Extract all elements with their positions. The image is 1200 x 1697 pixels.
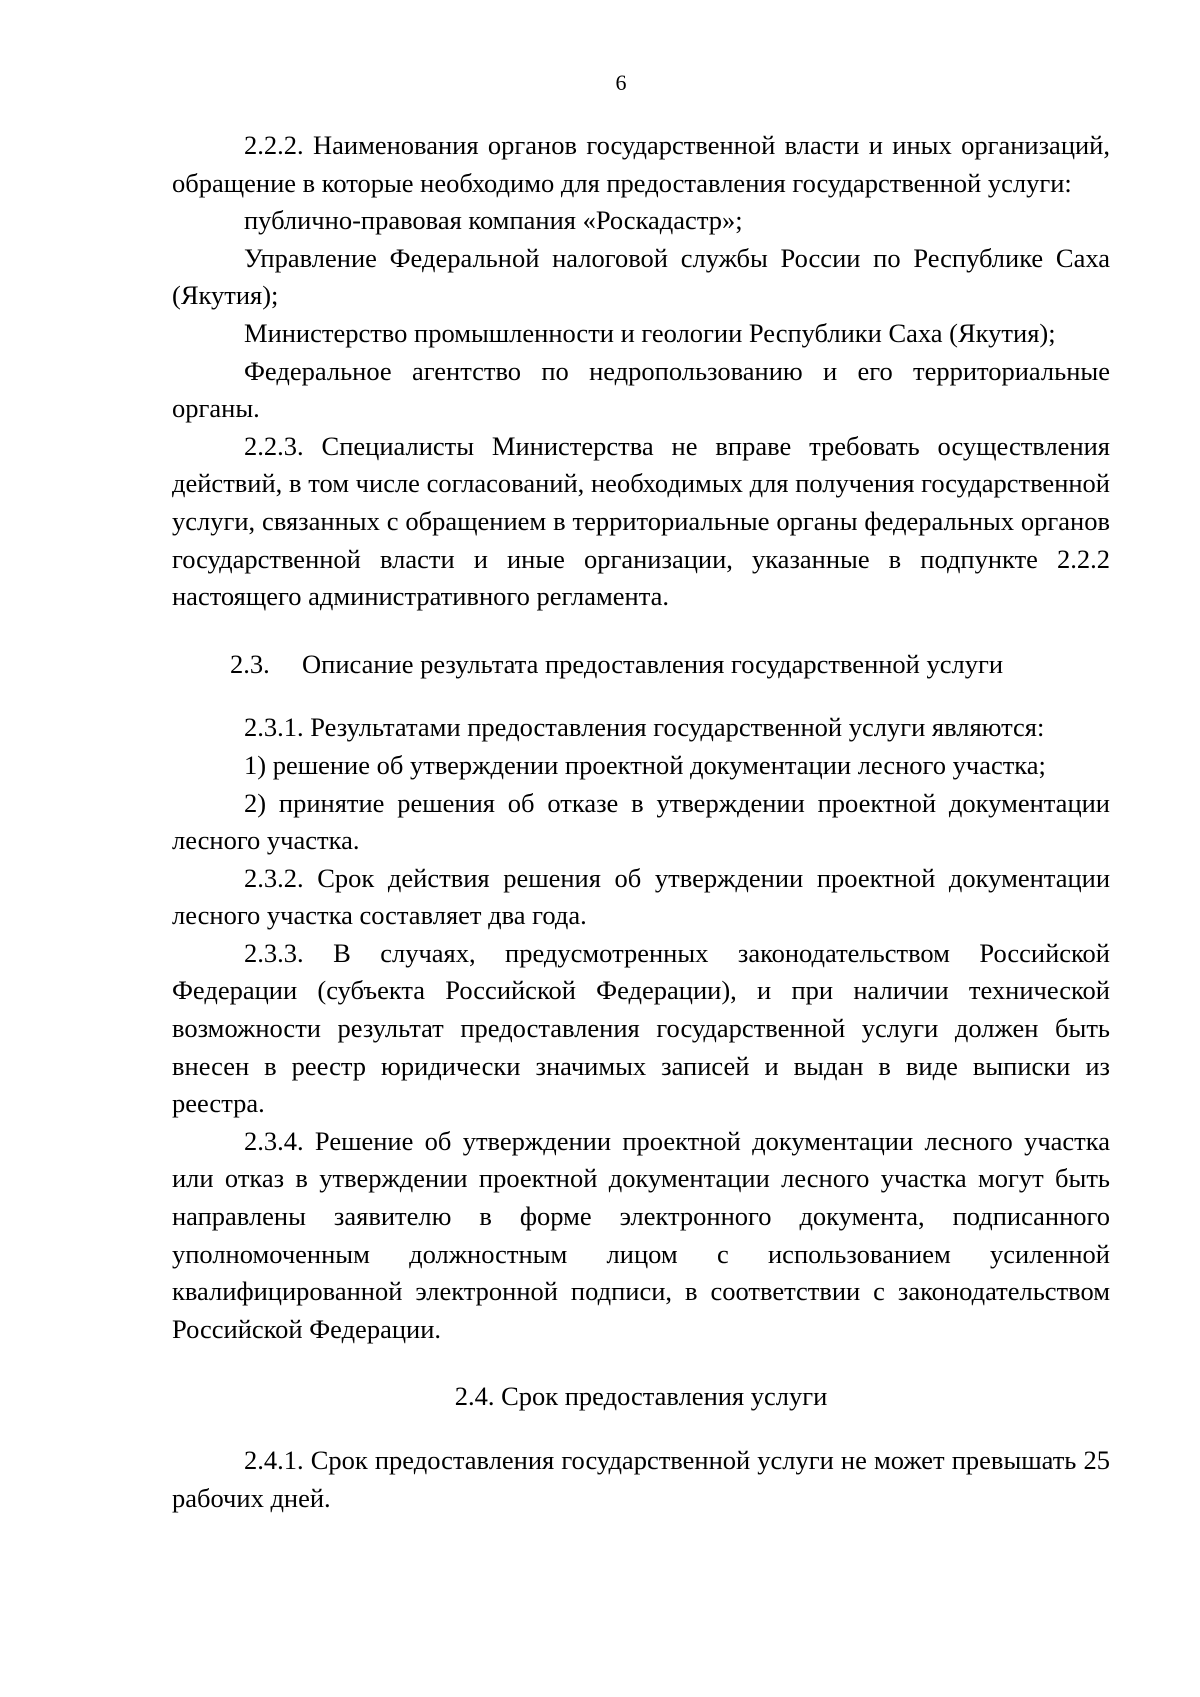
- list-item-result-2: 2) принятие решения об отказе в утверждении проектной документации лесного участка.: [172, 787, 1110, 856]
- paragraph-2-2-3: 2.2.3. Специалисты Министерства не вправе требовать осуществления действий, в том числе согласований, необходимых для получения государственной услуги, связанных с обращением в территориальные органы федеральных органов государственной власти и иные организации, указанные в подпункте 2.2.2 настоящего административного регламента.: [172, 430, 1110, 612]
- list-item-ministry-industry: Министерство промышленности и геологии Республики Саха (Якутия);: [244, 317, 1056, 348]
- paragraph-2-4-1: 2.4.1. Срок предоставления государственной услуги не может превышать 25 рабочих дней.: [172, 1445, 1110, 1513]
- section-heading-2-3: [172, 646, 1110, 684]
- list-item-roskadastr: публично-правовая компания «Роскадастр»;: [244, 205, 743, 236]
- paragraph-2-2-2: 2.2.2. Наименования органов государственной власти и иных организаций, обращение в которые необходимо для предоставления государственной услуги:: [172, 130, 1110, 198]
- section-title: Описание результата предоставления государственной услуги: [302, 648, 1004, 679]
- section-heading-2-4: 2.4. Срок предоставления услуги: [454, 1381, 828, 1412]
- paragraph-2-3-4: 2.3.4. Решение об утверждении проектной документации лесного участка или отказ в утверждении проектной документации лесного участка могут быть направлены заявителю в форме электронного документа, подписанного уполномоченным должностным лицом с использованием усиленной квалифицированной электронной подписи, в соответствии с законодательством Российской Федерации.: [172, 1125, 1110, 1344]
- list-item-fns: Управление Федеральной налоговой службы России по Республике Саха (Якутия);: [172, 242, 1110, 311]
- list-item-result-1: 1) решение об утверждении проектной документации лесного участка;: [244, 749, 1046, 780]
- section-number: 2.3.: [230, 648, 270, 679]
- paragraph-2-3-3: 2.3.3. В случаях, предусмотренных законодательством Российской Федерации (субъекта Российской Федерации), и при наличии технической возможности результат предоставления государственной услуги должен быть внесен в реестр юридически значимых записей и выдан в виде выписки из реестра.: [172, 937, 1110, 1119]
- list-item-rosnedra: Федеральное агентство по недропользованию и его территориальные органы.: [172, 355, 1110, 424]
- page-number: 6: [615, 70, 627, 95]
- paragraph-2-3-1: 2.3.1. Результатами предоставления государственной услуги являются:: [244, 712, 1045, 743]
- paragraph-2-3-2: 2.3.2. Срок действия решения об утверждении проектной документации лесного участка составляет два года.: [172, 862, 1110, 931]
